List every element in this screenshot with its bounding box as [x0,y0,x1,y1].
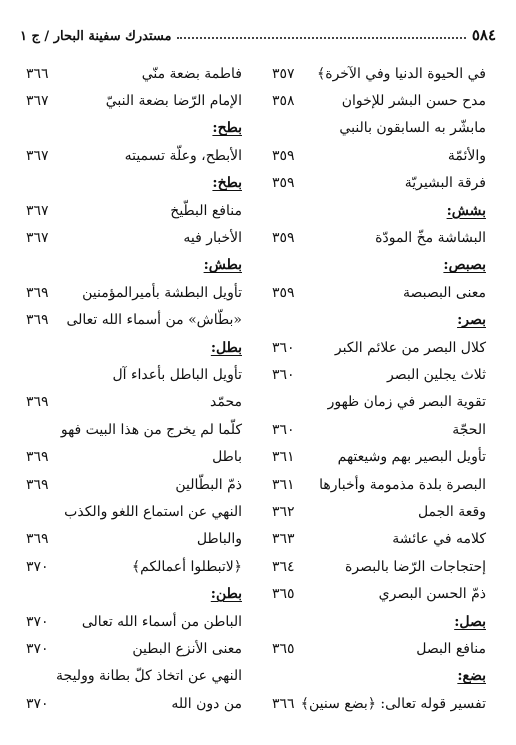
entry-text: بصل: [454,613,486,630]
index-entry [24,60,242,87]
index-heading [270,307,486,334]
index-heading [24,252,242,279]
entry-text: منافع البطّيخ [170,202,242,219]
entry-text: بصبص: [443,257,486,274]
index-entry [270,279,486,306]
index-entry [24,307,242,334]
index-entry [270,471,486,498]
index-entry [270,498,486,525]
page-ref-number: ٣٥٨ [272,93,295,110]
index-heading [270,252,486,279]
entry-text: معنى البصبصة [403,284,486,301]
entry-text: ذمّ الحسن البصري [378,586,486,603]
page-ref-number: ٣٦٥ [272,640,295,657]
entry-text: النهي عن استماع اللغو والكذب [64,503,242,520]
index-entry [270,361,486,388]
entry-text: «بطّاش» من أسماء الله تعالى [66,312,242,329]
page-ref-number: ٣٦١ [272,476,295,493]
index-entry [270,334,486,361]
index-entry [24,279,242,306]
index-entry [270,60,486,87]
index-entry [24,389,242,416]
page-ref-number: ٣٦١ [272,449,295,466]
page-ref-number: ٣٦٩ [26,531,49,548]
entry-text: والأئمّة [447,147,486,164]
entry-text: فرقة البشيريّة [404,175,486,192]
index-entry [270,170,486,197]
entry-text: محمّد [210,394,242,411]
page-ref-number: ٣٦٩ [26,476,49,493]
entry-text: وقعة الجمل [417,503,486,520]
entry-text: كلال البصر من علائم الكبر [334,339,486,356]
entry-text: الأخبار فيه [183,230,242,247]
entry-text: بشش: [446,202,486,219]
page-ref-number: ٣٦٥ [272,586,295,603]
index-entry [24,416,242,443]
entry-text: إحتجاجات الرّضا بالبصرة [345,558,486,575]
index-entry [270,690,486,717]
entry-text: بضع: [457,668,486,685]
entry-text: الباطن من أسماء الله تعالى [81,613,242,630]
entry-text: بطخ: [212,175,242,192]
page-ref-number: ٣٥٩ [272,175,295,192]
index-entry [270,526,486,553]
page-ref-number: ٣٦٢ [272,503,295,520]
index-heading [24,580,242,607]
index-entry [24,443,242,470]
page-ref-number: ٣٧٠ [26,613,49,630]
entry-text: البشاشة مخّ المودّة [375,230,486,247]
entry-text: تأويل البصير بهم وشيعتهم [337,449,486,466]
index-heading [270,608,486,635]
entry-text: الإمام الرّضا بضعة النبيّ [105,93,242,110]
page-number: ٥٨٤ [471,26,496,44]
page-ref-number: ٣٦٩ [26,449,49,466]
page-ref-number: ٣٥٧ [272,65,295,82]
index-entry [270,87,486,114]
page-ref-number: ٣٦٧ [26,147,49,164]
index-heading [24,170,242,197]
page-ref-number: ٣٦٦ [272,695,295,712]
entry-text: في الحيوة الدنيا وفي الآخرة﴾ [317,65,486,82]
page-ref-number: ٣٦٦ [26,65,49,82]
index-entry [24,690,242,717]
page-ref-number: ٣٦٩ [26,312,49,329]
page-ref-number: ٣٦٠ [272,421,295,438]
entry-text: بصر: [457,312,486,329]
entry-text: النهي عن اتخاذ كلّ بطانة ووليجة [56,668,242,685]
page-ref-number: ٣٦٧ [26,93,49,110]
entry-text: كلّما لم يخرج من هذا البيت فهو [60,421,242,438]
page-ref-number: ٣٦٩ [26,394,49,411]
index-entry [24,87,242,114]
index-heading [24,115,242,142]
entry-text: كلامه في عائشة [392,531,486,548]
book-title: مستدرك سفينة البحار / ج ١ [20,29,172,44]
page-ref-number: ٣٦٧ [26,230,49,247]
index-column-left [24,60,242,717]
entry-text: مدح حسن البشر للإخوان [341,93,486,110]
index-heading [270,663,486,690]
entry-text: بطش: [203,257,242,274]
page-ref-number: ٣٦٩ [26,284,49,301]
entry-text: والباطل [196,531,242,548]
entry-text: فاطمة بضعة منّي [141,65,242,82]
index-entry [270,580,486,607]
index-entry [24,526,242,553]
index-entry [270,142,486,169]
entry-text: مابشّر به السابقون بالنبي [339,120,486,137]
page-ref-number: ٣٧٠ [26,558,49,575]
index-entry [24,498,242,525]
entry-text: بطح: [212,120,242,137]
page-ref-number: ٣٦٠ [272,339,295,356]
entry-text: منافع البصل [416,640,486,657]
entry-text: تأويل البطشة بأميرالمؤمنين [82,284,242,301]
index-entry [24,224,242,251]
header-dotted-leader [177,37,465,39]
index-entry [24,361,242,388]
index-entry [270,224,486,251]
page-ref-number: ٣٥٩ [272,230,295,247]
page-ref-number: ٣٥٩ [272,147,295,164]
entry-text: باطل [212,449,242,466]
entry-text: تقوية البصر في زمان ظهور [327,394,486,411]
index-heading [24,334,242,361]
index-entry [270,553,486,580]
index-entry [24,635,242,662]
page-ref-number: ٣٦٣ [272,531,295,548]
entry-text: من دون الله [171,695,242,712]
entry-text: ثلاث يجلين البصر [386,366,486,383]
page-ref-number: ٣٥٩ [272,284,295,301]
page-ref-number: ٣٧٠ [26,640,49,657]
page-ref-number: ٣٧٠ [26,695,49,712]
page-header [20,20,496,44]
index-entry [270,416,486,443]
index-entry [270,443,486,470]
index-entry [270,389,486,416]
index-entry [24,663,242,690]
page-ref-number: ٣٦٠ [272,366,295,383]
index-entry [24,471,242,498]
entry-text: معنى الأنزع البطين [132,640,242,657]
index-entry [24,142,242,169]
entry-text: بطل: [210,339,242,356]
index-entry [24,553,242,580]
entry-text: تأويل الباطل بأعداء آل [112,366,242,383]
index-entry [270,115,486,142]
index-heading [270,197,486,224]
index-entry [270,635,486,662]
entry-text: الحجّة [452,421,486,438]
page-ref-number: ٣٦٧ [26,202,49,219]
index-column-right [270,60,486,717]
entry-text: البصرة بلدة مذمومة وأخبارها [319,476,486,493]
entry-text: بطن: [210,586,242,603]
entry-text: الأبطح، وعلّة تسميته [124,147,242,164]
entry-text: تفسير قوله تعالى: ﴿بضع سنين﴾ [300,695,486,712]
index-entry [24,197,242,224]
entry-text: ﴿لاتبطلوا أعمالكم﴾ [131,558,242,575]
index-entry [24,608,242,635]
page-ref-number: ٣٦٤ [272,558,295,575]
entry-text: ذمّ البطّالين [175,476,242,493]
